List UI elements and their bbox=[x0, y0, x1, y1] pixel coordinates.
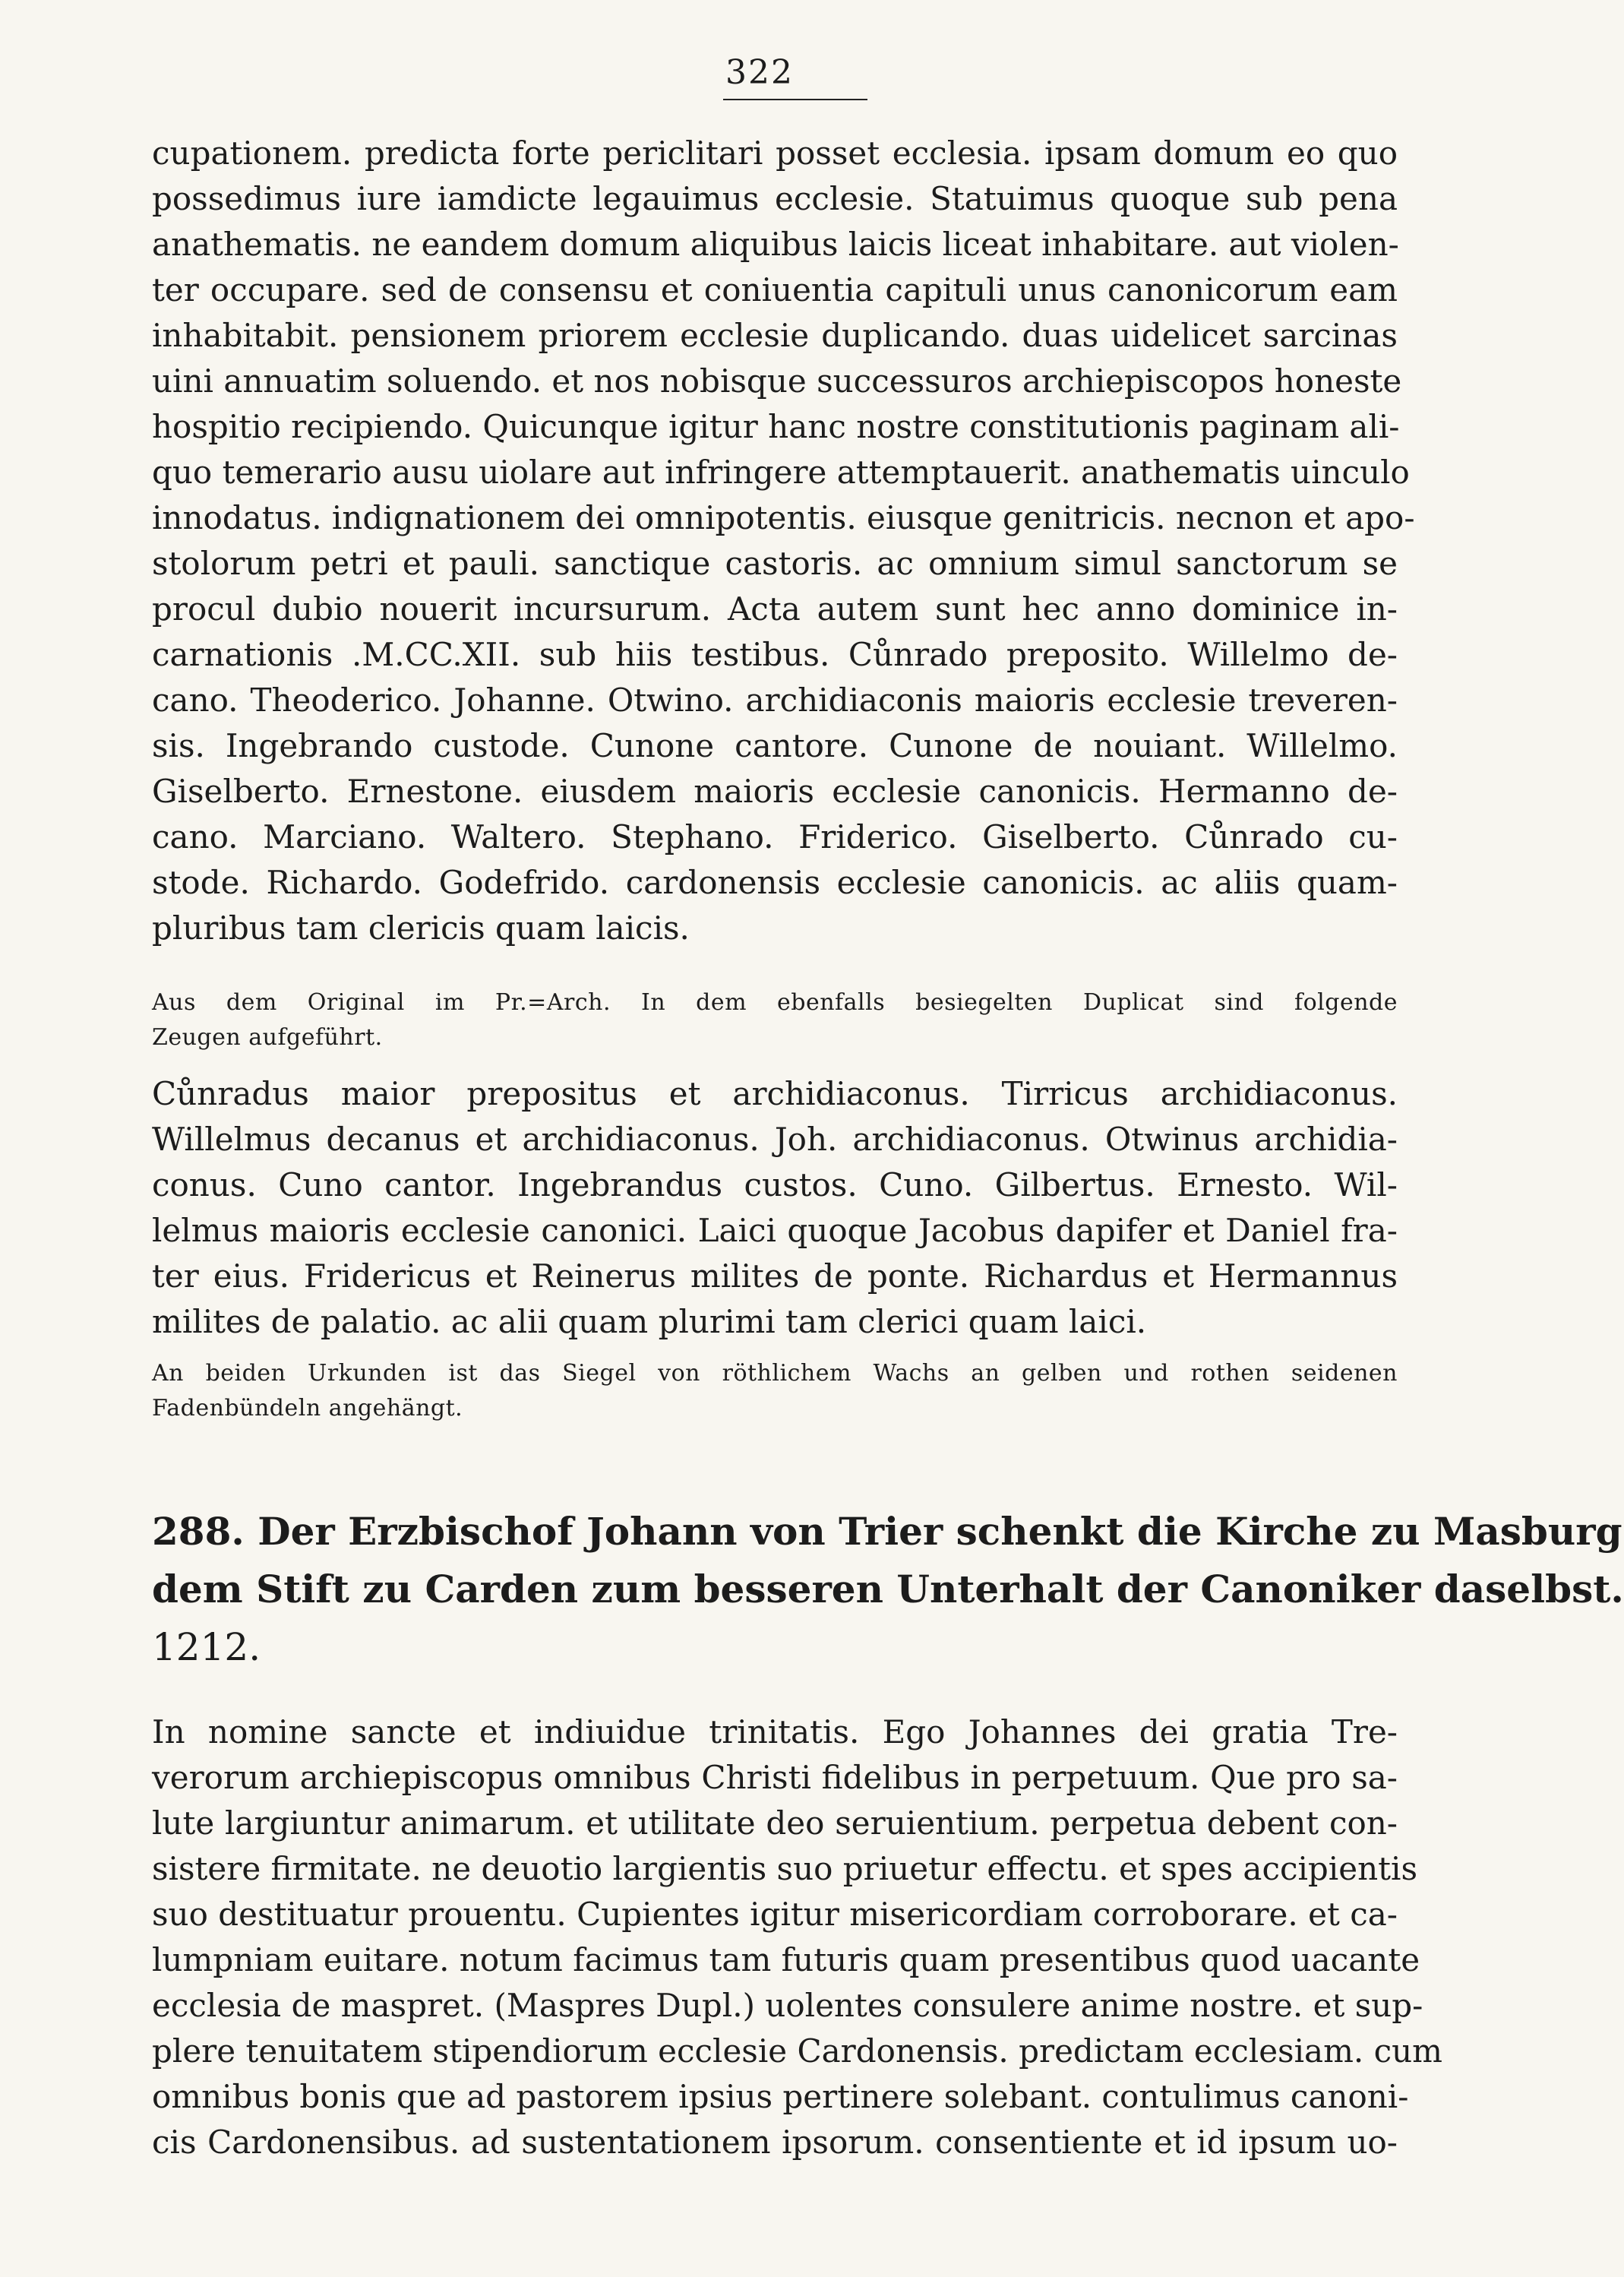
text-line: ecclesia de maspret. (Maspres Dupl.) uolentes consulere anime nostre. et sup- bbox=[152, 1987, 1423, 2024]
note-line: An beiden Urkunden ist das Siegel von röthlichem Wachs an gelben und rothen seidenen bbox=[152, 1360, 1398, 1387]
heading-line: dem Stift zu Carden zum besseren Unterhalt der Canoniker daselbst. bbox=[152, 1567, 1624, 1611]
text-line: sis. Ingebrando custode. Cunone cantore. Cunone de nouiant. Willelmo. bbox=[152, 727, 1398, 764]
text-line: cano. Marciano. Waltero. Stephano. Friderico. Giselberto. Cůnrado cu- bbox=[152, 818, 1398, 855]
text-line: hospitio recipiendo. Quicunque igitur hanc nostre constitutionis paginam ali- bbox=[152, 408, 1400, 445]
text-line: anathematis. ne eandem domum aliquibus laicis liceat inhabitare. aut violen- bbox=[152, 226, 1399, 263]
text-line: stode. Richardo. Godefrido. cardonensis ecclesie canonicis. ac aliis quam- bbox=[152, 864, 1398, 901]
page-number-rule bbox=[723, 99, 867, 100]
text-line: ter occupare. sed de consensu et coniuentia capituli unus canonicorum eam bbox=[152, 271, 1398, 308]
note-line: Aus dem Original im Pr.=Arch. In dem ebenfalls besiegelten Duplicat sind folgende bbox=[152, 989, 1398, 1016]
heading-date: 1212. bbox=[152, 1625, 261, 1669]
text-line: procul dubio nouerit incursurum. Acta autem sunt hec anno dominice in- bbox=[152, 590, 1398, 628]
text-line: sistere firmitate. ne deuotio largientis suo priuetur effectu. et spes accipientis bbox=[152, 1850, 1418, 1887]
text-line: cano. Theoderico. Johanne. Otwino. archidiaconis maioris ecclesie treveren- bbox=[152, 682, 1398, 719]
heading-text: Der Erzbischof Johann von Trier schenkt die Kirche zu Masburg bbox=[258, 1509, 1622, 1554]
text-line: quo temerario ausu uiolare aut infringere attemptauerit. anathematis uinculo bbox=[152, 454, 1410, 491]
text-line: Cůnradus maior prepositus et archidiaconus. Tirricus archidiaconus. bbox=[152, 1075, 1398, 1112]
text-line: omnibus bonis que ad pastorem ipsius pertinere solebant. contulimus canoni- bbox=[152, 2078, 1409, 2115]
note-line: Zeugen aufgeführt. bbox=[152, 1024, 383, 1051]
text-line: plere tenuitatem stipendiorum ecclesie Cardonensis. predictam ecclesiam. cum bbox=[152, 2032, 1443, 2070]
text-line: ter eius. Fridericus et Reinerus milites de ponte. Richardus et Hermannus bbox=[152, 1257, 1398, 1295]
text-line: cis Cardonensibus. ad sustentationem ipsorum. consentiente et id ipsum uo- bbox=[152, 2124, 1398, 2161]
text-line: In nomine sancte et indiuidue trinitatis. Ego Johannes dei gratia Tre- bbox=[152, 1713, 1398, 1750]
heading-line bbox=[152, 1504, 1622, 1559]
text-line: cupationem. predicta forte periclitari posset ecclesia. ipsam domum eo quo bbox=[152, 134, 1398, 172]
page-number: 322 bbox=[725, 53, 794, 92]
text-line: verorum archiepiscopus omnibus Christi fidelibus in perpetuum. Que pro sa- bbox=[152, 1759, 1398, 1796]
document-number: 288. bbox=[152, 1509, 245, 1554]
text-line: lelmus maioris ecclesie canonici. Laici quoque Jacobus dapifer et Daniel fra- bbox=[152, 1212, 1398, 1249]
text-line: inhabitabit. pensionem priorem ecclesie duplicando. duas uidelicet sarcinas bbox=[152, 317, 1398, 354]
text-line: conus. Cuno cantor. Ingebrandus custos. Cuno. Gilbertus. Ernesto. Wil- bbox=[152, 1166, 1398, 1203]
text-line: pluribus tam clericis quam laicis. bbox=[152, 909, 690, 947]
text-line: milites de palatio. ac alii quam plurimi tam clerici quam laici. bbox=[152, 1303, 1147, 1340]
text-line: possedimus iure iamdicte legauimus ecclesie. Statuimus quoque sub pena bbox=[152, 180, 1398, 217]
text-line: suo destituatur prouentu. Cupientes igitur misericordiam corroborare. et ca- bbox=[152, 1896, 1398, 1933]
text-line: lute largiuntur animarum. et utilitate deo seruientium. perpetua debent con- bbox=[152, 1804, 1398, 1842]
text-line: stolorum petri et pauli. sanctique castoris. ac omnium simul sanctorum se bbox=[152, 545, 1398, 582]
text-line: Giselberto. Ernestone. eiusdem maioris ecclesie canonicis. Hermanno de- bbox=[152, 773, 1398, 810]
text-line: Willelmus decanus et archidiaconus. Joh. archidiaconus. Otwinus archidia- bbox=[152, 1121, 1398, 1158]
text-line: carnationis .M.CC.XII. sub hiis testibus. Cůnrado preposito. Willelmo de- bbox=[152, 636, 1398, 673]
note-line: Fadenbündeln angehängt. bbox=[152, 1395, 463, 1422]
text-line: innodatus. indignationem dei omnipotentis. eiusque genitricis. necnon et apo- bbox=[152, 499, 1415, 536]
text-line: uini annuatim soluendo. et nos nobisque successuros archiepiscopos honeste bbox=[152, 362, 1402, 400]
text-line: lumpniam euitare. notum facimus tam futuris quam presentibus quod uacante bbox=[152, 1941, 1420, 1978]
